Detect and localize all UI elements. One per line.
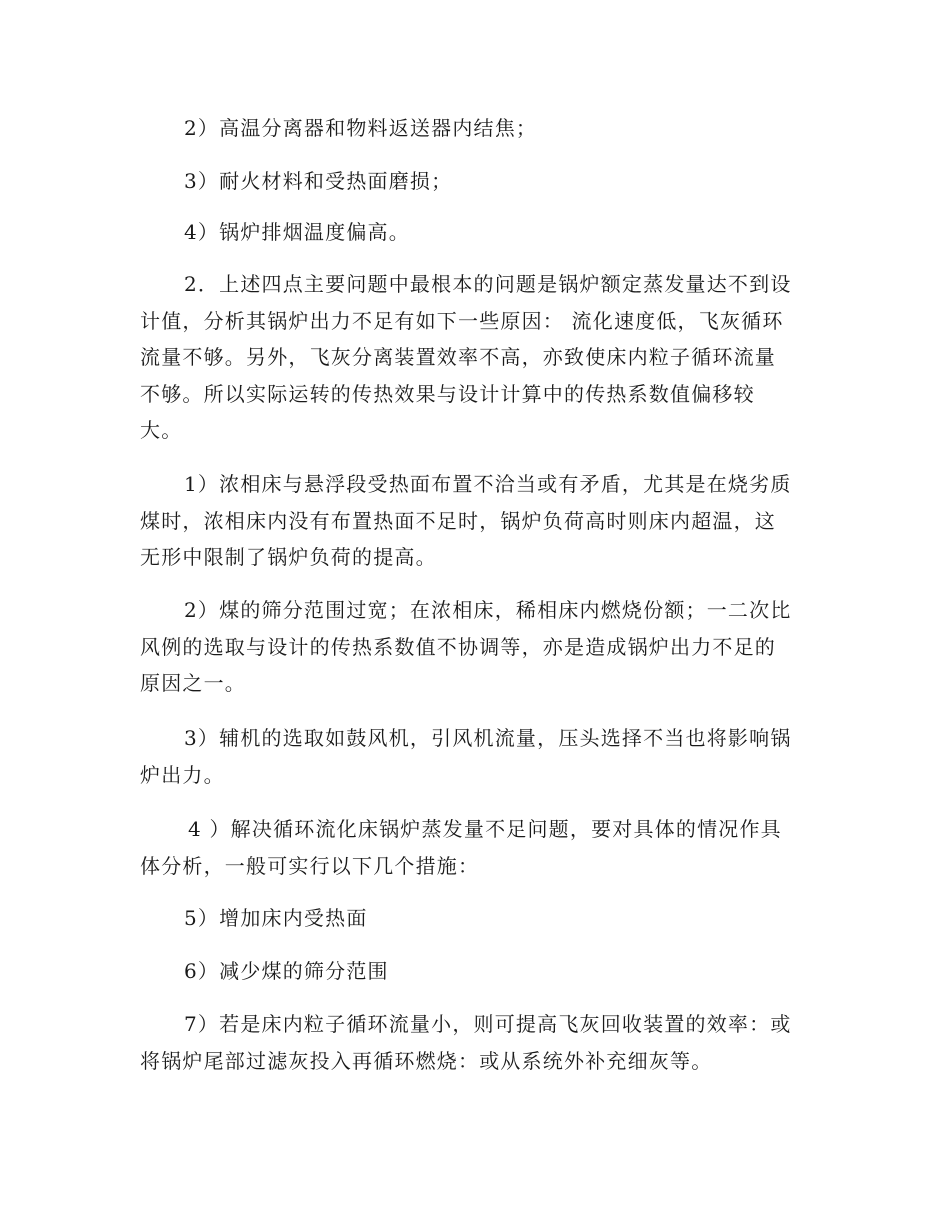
text-line: 炉出力。 xyxy=(140,762,225,787)
text-line: 1）浓相床与悬浮段受热面布置不洽当或有矛盾，尤其是在烧劣质 xyxy=(184,472,792,496)
text-line: 煤时，浓相床内没有布置热面不足时，锅炉负荷高时则床内超温，这 xyxy=(140,508,776,533)
text-line: 7）若是床内粒子循环流量小，则可提高飞灰回收装置的效率：或 xyxy=(184,1012,792,1036)
text-line: 将锅炉尾部过滤灰投入再循环燃烧：或从系统外补充细灰等。 xyxy=(140,1048,713,1073)
text-line: 4 ）解决循环流化床锅炉蒸发量不足问题，要对具体的情况作具 xyxy=(188,817,782,841)
text-line: 3）辅机的选取如鼓风机，引风机流量，压头选择不当也将影响锅 xyxy=(184,726,792,750)
text-line: 2．上述四点主要问题中最根本的问题是锅炉额定蒸发量达不到设 xyxy=(184,272,792,296)
text-line: 原因之一。 xyxy=(140,671,246,695)
text-line: 5）增加床内受热面 xyxy=(184,906,368,930)
paragraph-measures-intro xyxy=(140,811,810,884)
paragraph-section-2 xyxy=(140,266,810,449)
text-line: 计值，分析其锅炉出力不足有如下一些原因： 流化速度低，飞灰循环 xyxy=(140,308,784,333)
text-line: 体分析，一般可实行以下几个措施： xyxy=(140,853,480,878)
text-line: 6）减少煤的筛分范围 xyxy=(184,959,389,983)
text-line: 风例的选取与设计的传热系数值不协调等，亦是造成锅炉出力不足的 xyxy=(140,634,776,659)
text-line: 流量不够。另外，飞灰分离装置效率不高，亦致使床内粒子循环流量 xyxy=(140,345,776,369)
paragraph-item-2 xyxy=(140,110,810,147)
text-line: 2）煤的筛分范围过宽；在浓相床，稀相床内燃烧份额；一二次比 xyxy=(184,598,792,622)
text-line: 大。 xyxy=(140,418,183,442)
paragraph-measure-7 xyxy=(140,1006,810,1079)
text-line: 不够。所以实际运转的传热效果与设计计算中的传热系数值偏移较 xyxy=(140,381,755,406)
text-line: 3）耐火材料和受热面磨损； xyxy=(184,169,453,193)
paragraph-item-4 xyxy=(140,214,810,251)
text-line: 2）高温分离器和物料返送器内结焦； xyxy=(184,116,538,140)
paragraph-item-3 xyxy=(140,163,810,200)
paragraph-cause-1 xyxy=(140,466,810,576)
paragraph-measure-6 xyxy=(140,953,810,990)
paragraph-cause-3 xyxy=(140,720,810,793)
text-line: 无形中限制了锅炉负荷的提高。 xyxy=(140,545,437,569)
paragraph-measure-5 xyxy=(140,900,810,937)
paragraph-cause-2 xyxy=(140,592,810,702)
text-line: 4）锅炉排烟温度偏高。 xyxy=(184,220,410,244)
